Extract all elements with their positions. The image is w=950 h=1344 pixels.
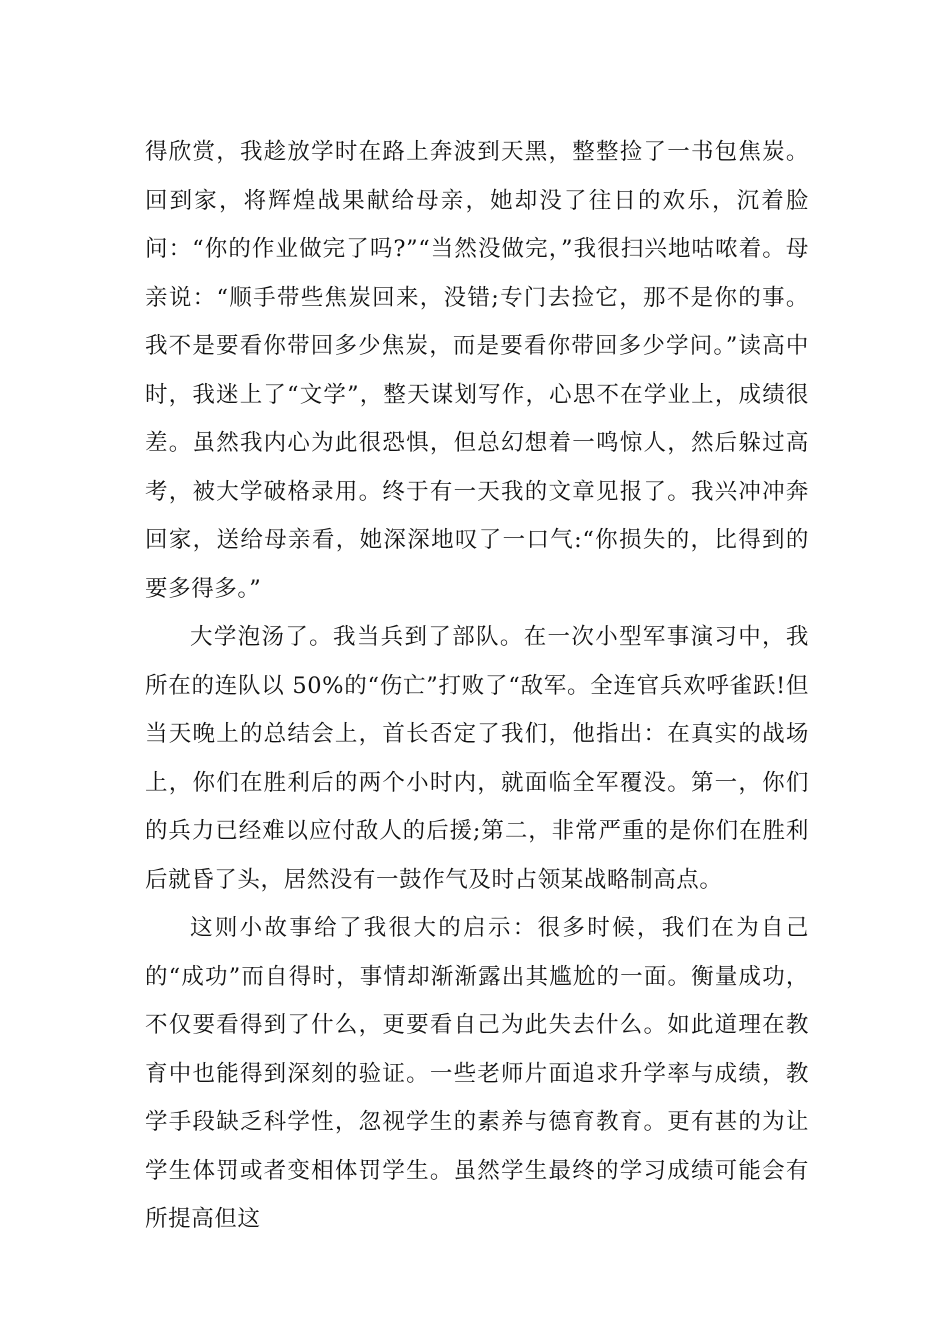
- document-body: [145, 128, 809, 1244]
- paragraph-2: 大学泡汤了。我当兵到了部队。在一次小型军事演习中，我所在的连队以 50%的“伤亡”打败了“敌军。全连官兵欢呼雀跃!但当天晚上的总结会上，首长否定了我们，他指出：在真实的战场上，你们在胜利后的两个小时内，就面临全军覆没。第一，你们的兵力已经难以应付敌人的后援;第二，非常严重的是你们在胜利后就昏了头，居然没有一鼓作气及时占领某战略制高点。: [145, 624, 809, 893]
- paragraph-1: 得欣赏，我趁放学时在路上奔波到天黑，整整捡了一书包焦炭。回到家，将辉煌战果献给母亲，她却没了往日的欢乐，沉着脸问：“你的作业做完了吗?”“当然没做完，”我很扫兴地咕哝着。母亲说：“顺手带些焦炭回来，没错;专门去捡它，那不是你的事。我不是要看你带回多少焦炭，而是要看你带回多少学问。”读高中时，我迷上了“文学”，整天谋划写作，心思不在学业上，成绩很差。虽然我内心为此很恐惧，但总幻想着一鸣惊人，然后躲过高考，被大学破格录用。终于有一天我的文章见报了。我兴冲冲奔回家，送给母亲看，她深深地叹了一口气:“你损失的，比得到的要多得多。”: [145, 139, 809, 602]
- paragraph-3: 这则小故事给了我很大的启示：很多时候，我们在为自己的“成功”而自得时，事情却渐渐露出其尴尬的一面。衡量成功，不仅要看得到了什么，更要看自己为此失去什么。如此道理在教育中也能得到深刻的验证。一些老师片面追求升学率与成绩，教学手段缺乏科学性，忽视学生的素养与德育教育。更有甚的为让学生体罚或者变相体罚学生。虽然学生最终的学习成绩可能会有所提高但这: [145, 915, 809, 1232]
